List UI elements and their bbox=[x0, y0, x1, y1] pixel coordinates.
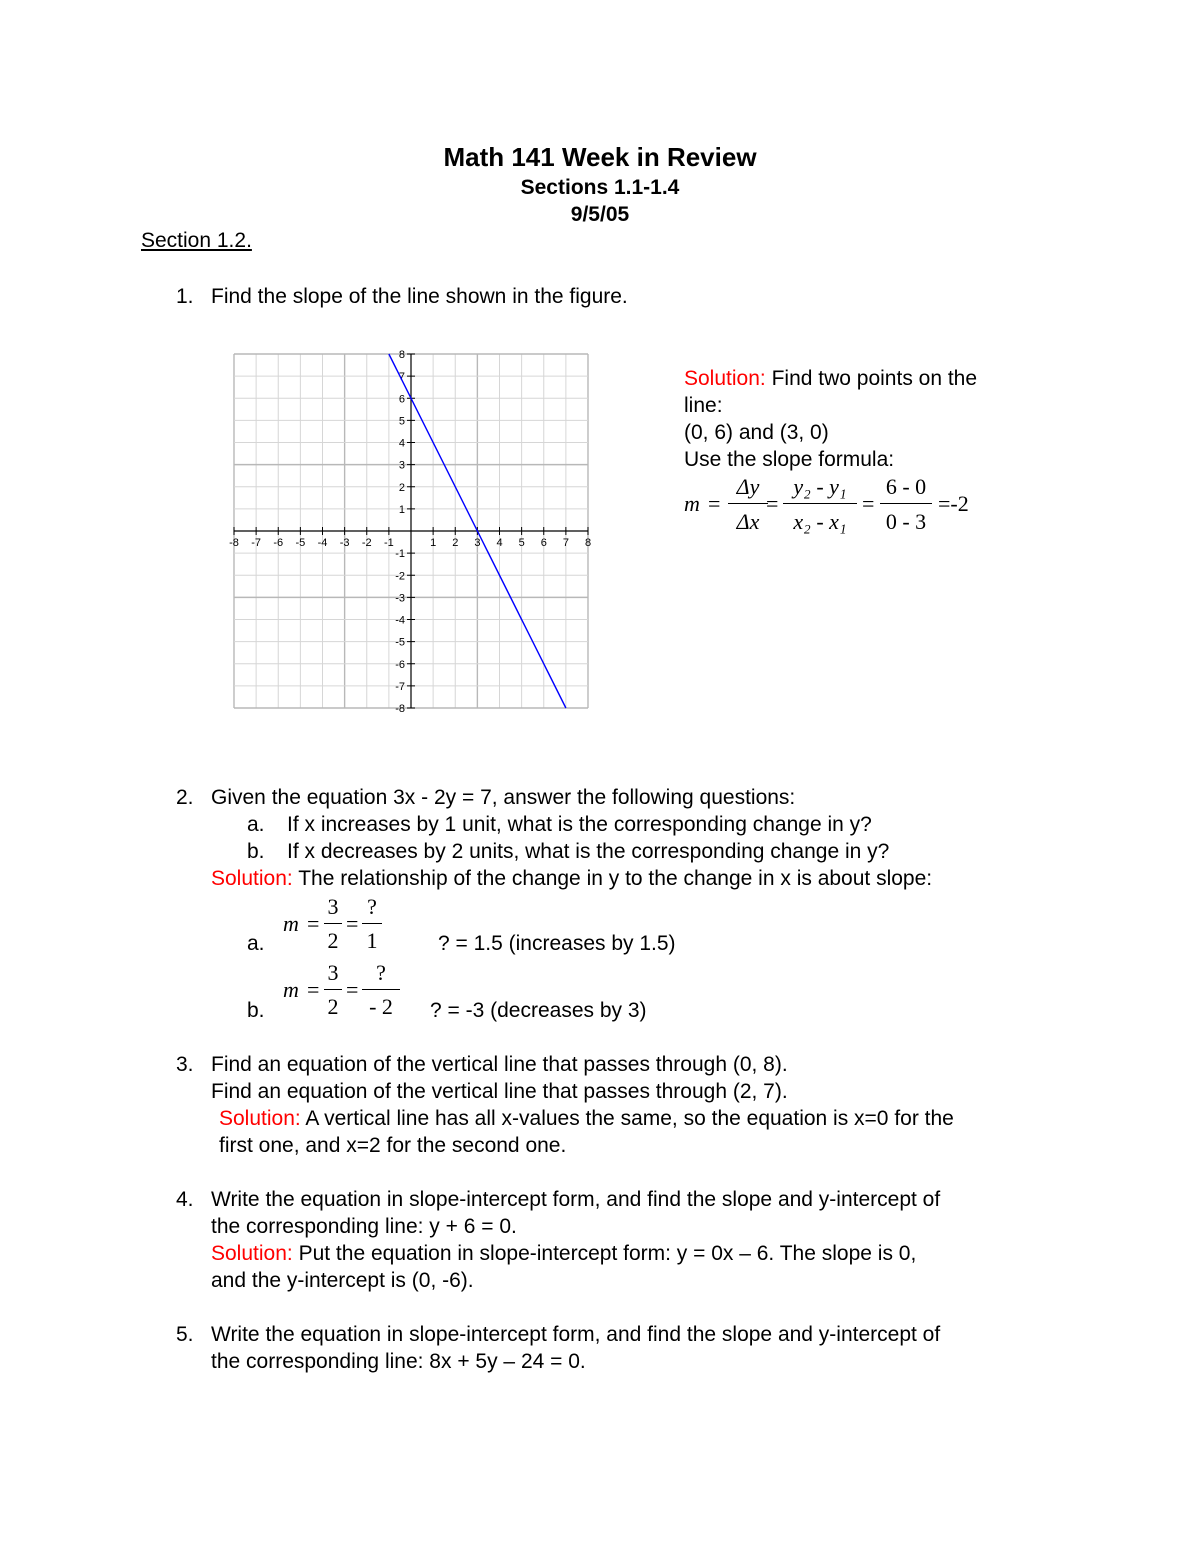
q4-solution bbox=[211, 1242, 916, 1266]
x-tick-label: -6 bbox=[273, 537, 284, 549]
x-tick-label: 5 bbox=[518, 537, 525, 549]
q4-line2: the corresponding line: y + 6 = 0. bbox=[211, 1215, 517, 1238]
y-tick-label: -3 bbox=[395, 592, 405, 605]
y-tick-label: 7 bbox=[398, 371, 405, 384]
section-heading: Section 1.2. bbox=[141, 229, 252, 252]
formula-d03: 0 - 3 bbox=[885, 509, 927, 534]
q1-solution-line2: line: bbox=[684, 394, 723, 417]
y-tick-label: 8 bbox=[398, 349, 405, 361]
q3-solution-label: Solution: bbox=[219, 1107, 301, 1130]
q4-solution-label: Solution: bbox=[211, 1242, 293, 1265]
x-tick-label: -3 bbox=[339, 537, 350, 549]
q3-solution-line1: A vertical line has all x-values the same, so the equation is x=0 for the bbox=[305, 1107, 954, 1130]
q1-solution bbox=[684, 365, 977, 473]
x-tick-label: 7 bbox=[562, 537, 569, 549]
q1-text: Find the slope of the line shown in the figure. bbox=[211, 285, 628, 308]
x-tick-label: -7 bbox=[251, 537, 262, 549]
q2b-n2: ? bbox=[376, 960, 386, 985]
q2-solution-text: The relationship of the change in y to the change in x is about slope: bbox=[298, 867, 933, 890]
q1-solution-line4: Use the slope formula: bbox=[684, 448, 895, 471]
q3-number: 3. bbox=[176, 1053, 194, 1076]
formula-bar3 bbox=[880, 503, 932, 504]
q2-b-label: b. bbox=[247, 840, 265, 863]
q5-line1: Write the equation in slope-intercept form, and find the slope and y-intercept of bbox=[211, 1323, 941, 1346]
x-tick-label: 2 bbox=[452, 537, 459, 549]
formula-eq2: = bbox=[766, 491, 779, 516]
q1-number: 1. bbox=[176, 285, 194, 308]
x-tick-label: -8 bbox=[229, 537, 239, 549]
slope-graph bbox=[222, 342, 602, 722]
q2-b-text: If x decreases by 2 units, what is the corresponding change in y? bbox=[287, 840, 890, 863]
q2a-d2: 1 bbox=[366, 928, 378, 953]
q3-line1: Find an equation of the vertical line that passes through (0, 8). bbox=[211, 1053, 788, 1076]
q4-number: 4. bbox=[176, 1188, 194, 1211]
q4-line1: Write the equation in slope-intercept form, and find the slope and y-intercept of bbox=[211, 1188, 941, 1211]
q2b-bar2 bbox=[362, 989, 400, 990]
formula-x2x1: x₂ - x₁ bbox=[793, 509, 847, 534]
formula-eq1: = bbox=[708, 491, 721, 516]
q2-sol-b-label: b. bbox=[247, 999, 265, 1022]
q2a-eq2: = bbox=[346, 911, 359, 936]
page-subtitle: Sections 1.1-1.4 bbox=[520, 176, 680, 199]
x-tick-label: 3 bbox=[474, 537, 481, 549]
x-tick-label: -2 bbox=[361, 537, 372, 549]
q2a-bar1 bbox=[324, 923, 342, 924]
q1-solution-line3: (0, 6) and (3, 0) bbox=[684, 421, 829, 444]
q2a-n1: 3 bbox=[327, 894, 339, 919]
page-date: 9/5/05 bbox=[570, 203, 630, 226]
q5-line2: the corresponding line: 8x + 5y – 24 = 0. bbox=[211, 1350, 586, 1373]
q2-text: Given the equation 3x - 2y = 7, answer the following questions: bbox=[211, 786, 796, 809]
q2-sol-a-label: a. bbox=[247, 932, 265, 955]
q5-number: 5. bbox=[176, 1323, 194, 1346]
q3-solution-line2: first one, and x=2 for the second one. bbox=[219, 1134, 567, 1157]
y-tick-label: 6 bbox=[398, 393, 405, 406]
q2-number: 2. bbox=[176, 786, 194, 809]
q2b-eq2: = bbox=[346, 977, 359, 1002]
q3-solution bbox=[219, 1107, 954, 1131]
q2b-d2: - 2 bbox=[369, 994, 393, 1019]
x-tick-label: -5 bbox=[295, 537, 306, 549]
y-tick-label: -1 bbox=[395, 548, 405, 561]
q2-a-text: If x increases by 1 unit, what is the corresponding change in y? bbox=[287, 813, 872, 836]
q4-solution-line1: Put the equation in slope-intercept form: y = 0x – 6. The slope is 0, bbox=[298, 1242, 917, 1265]
x-tick-label: 6 bbox=[540, 537, 547, 549]
q2b-d1: 2 bbox=[327, 994, 339, 1019]
y-tick-label: 4 bbox=[398, 437, 405, 450]
x-tick-label: 1 bbox=[430, 537, 437, 549]
q2-solution bbox=[211, 867, 932, 891]
formula-eq3: = bbox=[862, 491, 875, 516]
x-tick-label: 4 bbox=[496, 537, 503, 549]
q3-line2: Find an equation of the vertical line that passes through (2, 7). bbox=[211, 1080, 788, 1103]
x-tick-label: -1 bbox=[383, 537, 394, 549]
y-tick-label: -4 bbox=[395, 614, 405, 627]
q2b-eq1: = bbox=[307, 977, 320, 1002]
q2b-bar1 bbox=[324, 989, 342, 990]
q2a-m: m bbox=[283, 911, 299, 936]
y-tick-label: 1 bbox=[398, 503, 405, 516]
x-tick-label: -4 bbox=[317, 537, 328, 549]
q2a-result: ? = 1.5 (increases by 1.5) bbox=[438, 932, 676, 955]
q2b-n1: 3 bbox=[327, 960, 339, 985]
formula-dx: Δx bbox=[736, 509, 760, 534]
q1-solution-line1: Find two points on the bbox=[771, 367, 978, 390]
page-title: Math 141 Week in Review bbox=[443, 142, 757, 172]
y-tick-label: -5 bbox=[395, 636, 405, 649]
y-tick-label: 2 bbox=[398, 481, 405, 494]
formula-n60: 6 - 0 bbox=[885, 474, 927, 499]
q2-a-label: a. bbox=[247, 813, 265, 836]
y-tick-label: -2 bbox=[395, 570, 405, 583]
q2b-result: ? = -3 (decreases by 3) bbox=[430, 999, 647, 1022]
q2a-n2: ? bbox=[367, 894, 377, 919]
q1-solution-label: Solution: bbox=[684, 367, 766, 390]
formula-bar2 bbox=[783, 503, 857, 504]
q2a-eq1: = bbox=[307, 911, 320, 936]
y-tick-label: -7 bbox=[395, 680, 405, 693]
q4-solution-line2: and the y-intercept is (0, -6). bbox=[211, 1269, 474, 1292]
formula-result: =-2 bbox=[938, 491, 969, 516]
y-tick-label: 5 bbox=[398, 415, 405, 428]
x-tick-label: 8 bbox=[584, 537, 592, 549]
formula-dy: Δy bbox=[736, 474, 760, 499]
formula-bar1 bbox=[728, 503, 768, 504]
q2b-m: m bbox=[283, 977, 299, 1002]
q2-solution-label: Solution: bbox=[211, 867, 293, 890]
y-tick-label: -8 bbox=[395, 703, 405, 715]
q2a-d1: 2 bbox=[327, 928, 339, 953]
y-tick-label: -6 bbox=[395, 658, 405, 671]
formula-y2y1: y₂ - y₁ bbox=[793, 474, 847, 499]
y-tick-label: 3 bbox=[398, 459, 405, 472]
q2a-bar2 bbox=[362, 923, 382, 924]
formula-m: m bbox=[684, 491, 700, 516]
